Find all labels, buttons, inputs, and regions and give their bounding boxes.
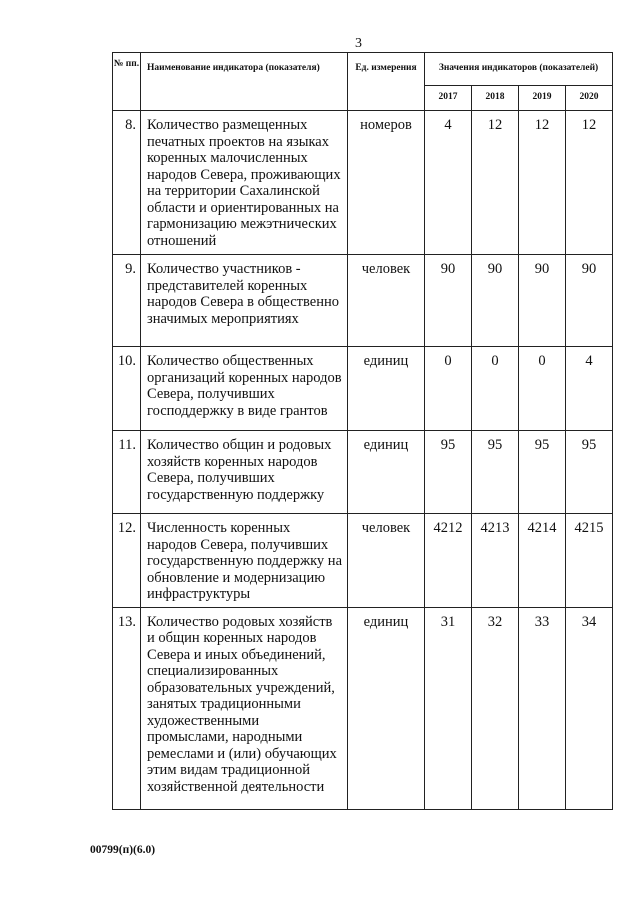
indicator-name: Численность коренных народов Севера, получивших государственную поддержку на обновление и модернизацию инфраструктуры bbox=[141, 514, 348, 608]
value-2017: 0 bbox=[425, 347, 472, 431]
indicator-unit: номеров bbox=[348, 111, 425, 255]
header-year-2019: 2019 bbox=[519, 86, 566, 111]
table-row bbox=[113, 111, 613, 255]
document-code: 00799(п)(6.0) bbox=[90, 844, 156, 856]
row-number: 9. bbox=[113, 255, 141, 347]
value-2020: 90 bbox=[566, 255, 613, 347]
indicator-name: Количество родовых хозяйств и общин коренных народов Севера и иных объединений, специализированных образовательных учреждений, занятых традиционными художественными промыслами, народными ремеслами и (или) обучающих этим видам традиционной хозяйственной деятельности bbox=[141, 607, 348, 809]
header-year-2018: 2018 bbox=[472, 86, 519, 111]
indicator-name: Количество размещенных печатных проектов на языках коренных малочисленных народов Севера, проживающих на территории Сахалинской области и ориентированных на гармонизацию межэтнических отношений bbox=[141, 111, 348, 255]
value-2017: 95 bbox=[425, 431, 472, 514]
value-2017: 31 bbox=[425, 607, 472, 809]
value-2019: 12 bbox=[519, 111, 566, 255]
value-2019: 95 bbox=[519, 431, 566, 514]
value-2017: 90 bbox=[425, 255, 472, 347]
table-row bbox=[113, 514, 613, 608]
indicator-unit: человек bbox=[348, 255, 425, 347]
row-number: 11. bbox=[113, 431, 141, 514]
indicator-name: Количество общественных организаций коренных народов Севера, получивших господдержку в виде грантов bbox=[141, 347, 348, 431]
value-2018: 95 bbox=[472, 431, 519, 514]
header-num: № пп. bbox=[113, 53, 141, 111]
table-row bbox=[113, 607, 613, 809]
value-2019: 90 bbox=[519, 255, 566, 347]
value-2018: 12 bbox=[472, 111, 519, 255]
table-row bbox=[113, 255, 613, 347]
value-2020: 95 bbox=[566, 431, 613, 514]
value-2019: 33 bbox=[519, 607, 566, 809]
header-year-2020: 2020 bbox=[566, 86, 613, 111]
value-2019: 4214 bbox=[519, 514, 566, 608]
value-2017: 4 bbox=[425, 111, 472, 255]
header-row bbox=[113, 53, 613, 86]
indicator-name: Количество участников - представителей коренных народов Севера в общественно значимых мероприятиях bbox=[141, 255, 348, 347]
value-2020: 34 bbox=[566, 607, 613, 809]
value-2020: 4215 bbox=[566, 514, 613, 608]
indicator-unit: единиц bbox=[348, 607, 425, 809]
table-row bbox=[113, 431, 613, 514]
indicator-unit: человек bbox=[348, 514, 425, 608]
value-2020: 4 bbox=[566, 347, 613, 431]
row-number: 8. bbox=[113, 111, 141, 255]
value-2020: 12 bbox=[566, 111, 613, 255]
header-unit: Ед. измерения bbox=[348, 53, 425, 111]
row-number: 10. bbox=[113, 347, 141, 431]
table-row bbox=[113, 347, 613, 431]
value-2017: 4212 bbox=[425, 514, 472, 608]
indicator-unit: единиц bbox=[348, 431, 425, 514]
value-2018: 32 bbox=[472, 607, 519, 809]
value-2018: 0 bbox=[472, 347, 519, 431]
page-number: 3 bbox=[355, 36, 362, 51]
row-number: 13. bbox=[113, 607, 141, 809]
header-name: Наименование индикатора (показателя) bbox=[141, 53, 348, 111]
indicators-table bbox=[112, 52, 613, 810]
header-values: Значения индикаторов (показателей) bbox=[425, 53, 613, 86]
value-2018: 4213 bbox=[472, 514, 519, 608]
row-number: 12. bbox=[113, 514, 141, 608]
header-year-2017: 2017 bbox=[425, 86, 472, 111]
indicator-name: Количество общин и родовых хозяйств коренных народов Севера, получивших государственную поддержку bbox=[141, 431, 348, 514]
value-2019: 0 bbox=[519, 347, 566, 431]
indicator-unit: единиц bbox=[348, 347, 425, 431]
value-2018: 90 bbox=[472, 255, 519, 347]
